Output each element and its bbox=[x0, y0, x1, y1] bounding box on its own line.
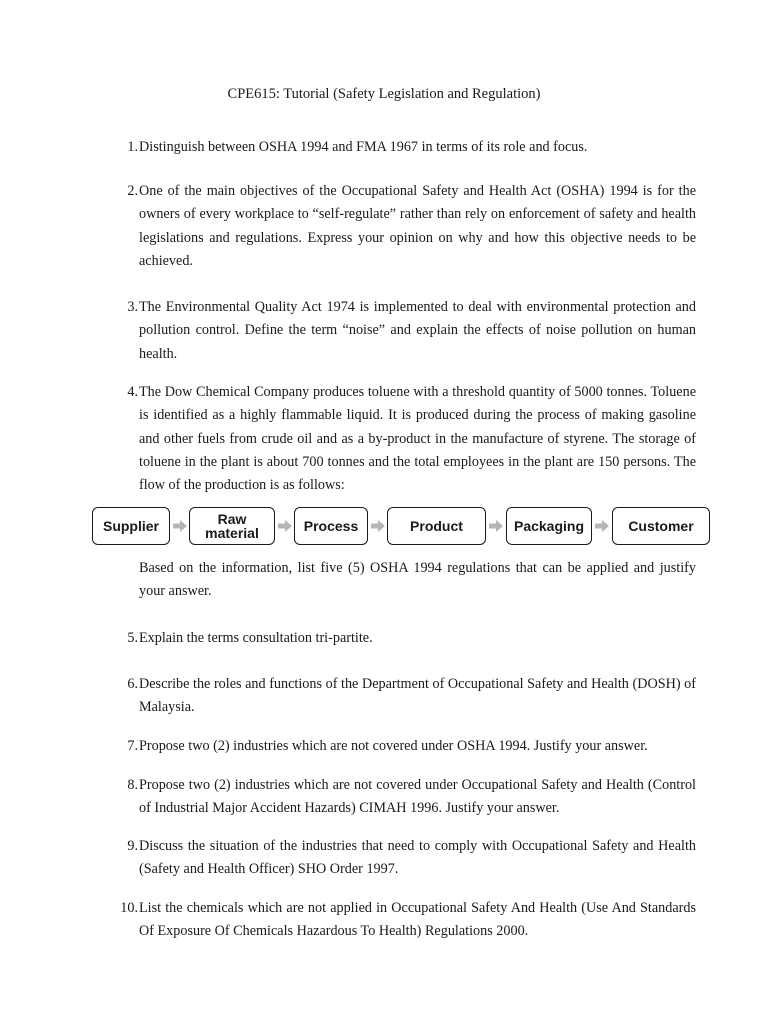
right-arrow-icon bbox=[595, 520, 609, 532]
right-arrow-icon bbox=[371, 520, 385, 532]
arrow-shape bbox=[278, 520, 292, 532]
arrow-shape bbox=[595, 520, 609, 532]
question-5 bbox=[108, 627, 696, 650]
right-arrow-icon bbox=[173, 520, 187, 532]
question-text: Distinguish between OSHA 1994 and FMA 1967 in terms of its role and focus. bbox=[139, 139, 588, 155]
production-flow-diagram bbox=[0, 507, 768, 547]
question-6 bbox=[108, 673, 696, 720]
question-8 bbox=[108, 774, 696, 821]
flow-step-process: Process bbox=[294, 507, 368, 545]
flow-step-customer: Customer bbox=[612, 507, 710, 545]
flow-step-product: Product bbox=[387, 507, 486, 545]
question-number: 9. bbox=[127, 838, 138, 854]
question-text: Explain the terms consultation tri-partite. bbox=[139, 630, 373, 646]
question-number: 4. bbox=[127, 384, 138, 400]
question-text: One of the main objectives of the Occupational Safety and Health Act (OSHA) 1994 is for the owners of every workplace to “self-regulate” rather than rely on enforcement of safety and health legislations and regulations. Express your opinion on why and how this objective needs to be achieved. bbox=[139, 183, 696, 269]
question-4-followup: Based on the information, list five (5) OSHA 1994 regulations that can be applied and justify your answer. bbox=[139, 560, 696, 600]
question-7 bbox=[108, 735, 696, 758]
question-10 bbox=[108, 897, 696, 944]
question-3 bbox=[108, 296, 696, 366]
document-title: CPE615: Tutorial (Safety Legislation and Regulation) bbox=[227, 86, 541, 102]
question-text: List the chemicals which are not applied in Occupational Safety And Health (Use And Standards Of Exposure Of Chemicals Hazardous To Health) Regulations 2000. bbox=[139, 900, 696, 940]
arrow-shape bbox=[371, 520, 385, 532]
question-number: 6. bbox=[127, 676, 138, 692]
question-9 bbox=[108, 835, 696, 882]
right-arrow-icon bbox=[489, 520, 503, 532]
question-number: 5. bbox=[127, 630, 138, 646]
question-number: 7. bbox=[127, 738, 138, 754]
question-text: Propose two (2) industries which are not covered under OSHA 1994. Justify your answer. bbox=[139, 738, 648, 754]
right-arrow-icon bbox=[278, 520, 292, 532]
question-number: 8. bbox=[127, 777, 138, 793]
flow-step-packaging: Packaging bbox=[506, 507, 592, 545]
question-number: 1. bbox=[127, 139, 138, 155]
question-number: 10. bbox=[120, 900, 138, 916]
question-1 bbox=[108, 136, 696, 159]
question-2 bbox=[108, 180, 696, 273]
question-number: 2. bbox=[127, 183, 138, 199]
question-text: Describe the roles and functions of the Department of Occupational Safety and Health (DOSH) of Malaysia. bbox=[139, 676, 696, 716]
arrow-shape bbox=[173, 520, 187, 532]
question-text: The Environmental Quality Act 1974 is implemented to deal with environmental protection and pollution control. Define the term “noise” and explain the effects of noise pollution on human health. bbox=[139, 299, 696, 362]
question-number: 3. bbox=[127, 299, 138, 315]
flow-step-supplier: Supplier bbox=[92, 507, 170, 545]
question-text: Propose two (2) industries which are not covered under Occupational Safety and Health (Control of Industrial Major Accident Hazards) CIMAH 1996. Justify your answer. bbox=[139, 777, 696, 817]
arrow-shape bbox=[489, 520, 503, 532]
question-text: The Dow Chemical Company produces toluene with a threshold quantity of 5000 tonnes. Toluene is identified as a highly flammable liquid. It is produced during the process of making gasoline and other fuels from crude oil and as a by-product in the manufacture of styrene. The storage of toluene in the plant is about 700 tonnes and the total employees in the plant are 150 persons. The flow of the production is as follows: bbox=[139, 384, 696, 494]
question-4 bbox=[108, 381, 696, 497]
question-text: Discuss the situation of the industries that need to comply with Occupational Safety and Health (Safety and Health Officer) SHO Order 1997. bbox=[139, 838, 696, 878]
flow-step-raw-material: Raw material bbox=[189, 507, 275, 545]
